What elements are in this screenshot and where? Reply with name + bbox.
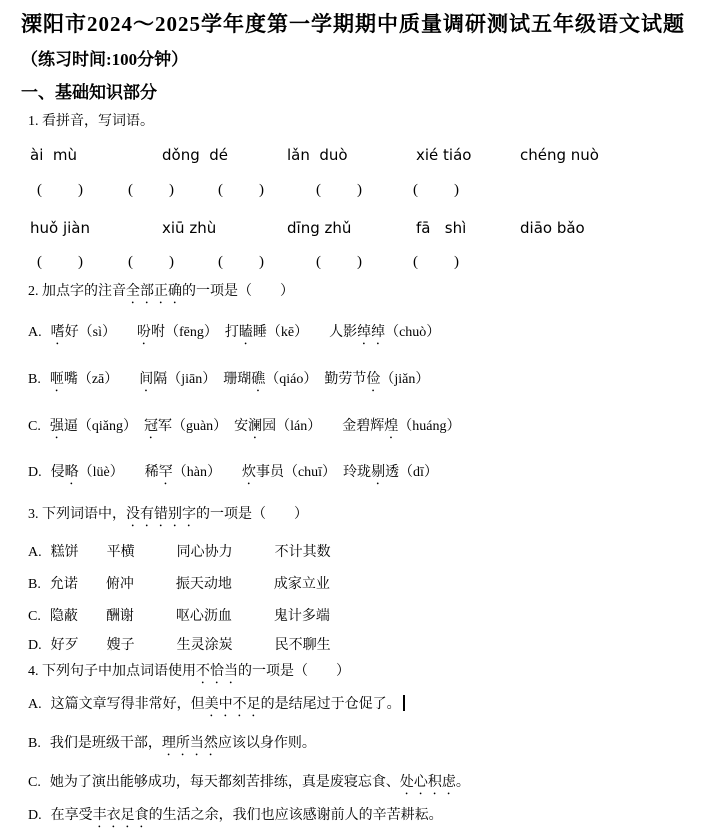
q2-option-a — [28, 323, 701, 348]
option-label: D. — [28, 638, 42, 653]
q4-option-d — [28, 806, 701, 831]
option-label: A. — [28, 325, 42, 340]
section-heading: 一、基础知识部分 — [21, 83, 157, 102]
option-label: C. — [28, 609, 41, 624]
exam-duration: （练习时间:100分钟） — [21, 50, 189, 69]
option-text: 糕饼 平横 同心协力 不计其数 — [50, 545, 331, 560]
option-label: A. — [28, 545, 42, 560]
q3-option-b — [28, 575, 701, 595]
q4-option-a — [28, 695, 701, 720]
pinyin-word: diāo bǎo — [520, 219, 585, 237]
option-label: C. — [28, 419, 41, 434]
pinyin-word: xiū zhù — [162, 219, 217, 237]
option-label: B. — [28, 577, 41, 592]
q3-stem-text: 3. 下列词语中，没有错别字的一项是（ ） — [28, 507, 308, 522]
option-text: 允诺 俯冲 振天动地 成家立业 — [49, 577, 330, 592]
answer-blank: ( ) — [128, 254, 174, 270]
answer-blank: ( ) — [413, 254, 459, 270]
option-label: B. — [28, 372, 41, 387]
answer-blank: ( ) — [316, 182, 362, 198]
text-cursor — [403, 695, 405, 711]
option-label: A. — [28, 697, 42, 712]
q2-option-b — [28, 370, 701, 395]
q2-option-c — [28, 417, 701, 442]
answer-blank: ( ) — [128, 182, 174, 198]
pinyin-word: huǒ jiàn — [30, 219, 90, 237]
document-canvas[interactable] — [0, 8, 701, 823]
answer-blank: ( ) — [37, 254, 83, 270]
q3-stem — [28, 505, 701, 530]
pinyin-word: xié tiáo — [416, 146, 472, 164]
q1-label: 1. 看拼音，写词语。 — [28, 114, 154, 129]
pinyin-word: ài mù — [30, 146, 78, 164]
pinyin-word: lǎn duò — [287, 146, 348, 164]
pinyin-word: dīng zhǔ — [287, 219, 352, 237]
option-text: 侵略（lüè） 稀罕（hàn） 炊事员（chuī） 玲珑剔透（dī） — [50, 465, 438, 480]
option-text: 她为了演出能够成功，每天都刻苦排练，真是废寝忘食、处心积虑。 — [49, 775, 470, 790]
answer-blank: ( ) — [218, 182, 264, 198]
q2-stem-text: 2. 加点字的注音全部正确的一项是（ ） — [28, 284, 294, 299]
q1-answer-blanks-row1 — [0, 180, 701, 200]
q4-option-b — [28, 734, 701, 759]
option-text: 隐蔽 酬谢 呕心沥血 鬼计多端 — [49, 609, 330, 624]
option-text: 我们是班级干部，理所当然应该以身作则。 — [49, 736, 316, 751]
option-text: 好歹 嫂子 生灵涂炭 民不聊生 — [50, 638, 331, 653]
answer-blank: ( ) — [413, 182, 459, 198]
option-label: B. — [28, 736, 41, 751]
answer-blank: ( ) — [218, 254, 264, 270]
q4-option-c — [28, 773, 701, 798]
q3-option-d — [28, 636, 701, 656]
q1-pinyin-row2 — [0, 218, 701, 238]
pinyin-word: chéng nuò — [520, 146, 599, 164]
pinyin-word: dǒng dé — [162, 146, 229, 164]
q4-stem-text: 4. 下列句子中加点词语使用不恰当的一项是（ ） — [28, 664, 350, 679]
q3-option-c — [28, 607, 701, 627]
exam-title: 溧阳市2024～2025学年度第一学期期中质量调研测试五年级语文试题 — [21, 12, 685, 36]
option-text: 这篇文章写得非常好，但美中不足的是结尾过于仓促了。 — [50, 697, 401, 712]
pinyin-word: fā shì — [416, 219, 467, 237]
option-text: 嗜好（sì） 吩咐（fēng） 打瞌睡（kē） 人影绰绰（chuò） — [50, 325, 441, 340]
option-label: D. — [28, 465, 42, 480]
option-text: 强逼（qiǎng） 冠军（guàn） 安澜园（lán） 金碧辉煌（huáng） — [49, 419, 461, 434]
q1-pinyin-row1 — [0, 145, 701, 165]
option-text: 咂嘴（zā） 间隔（jiān） 珊瑚礁（qiáo） 勤劳节俭（jiǎn） — [49, 372, 430, 387]
option-label: C. — [28, 775, 41, 790]
option-label: D. — [28, 808, 42, 823]
answer-blank: ( ) — [316, 254, 362, 270]
q2-stem — [28, 282, 701, 307]
q2-option-d — [28, 463, 701, 488]
q3-option-a — [28, 543, 701, 563]
q1-answer-blanks-row2 — [0, 252, 701, 272]
answer-blank: ( ) — [37, 182, 83, 198]
option-text: 在享受丰衣足食的生活之余，我们也应该感谢前人的辛苦耕耘。 — [50, 808, 443, 823]
q4-stem — [28, 662, 701, 687]
